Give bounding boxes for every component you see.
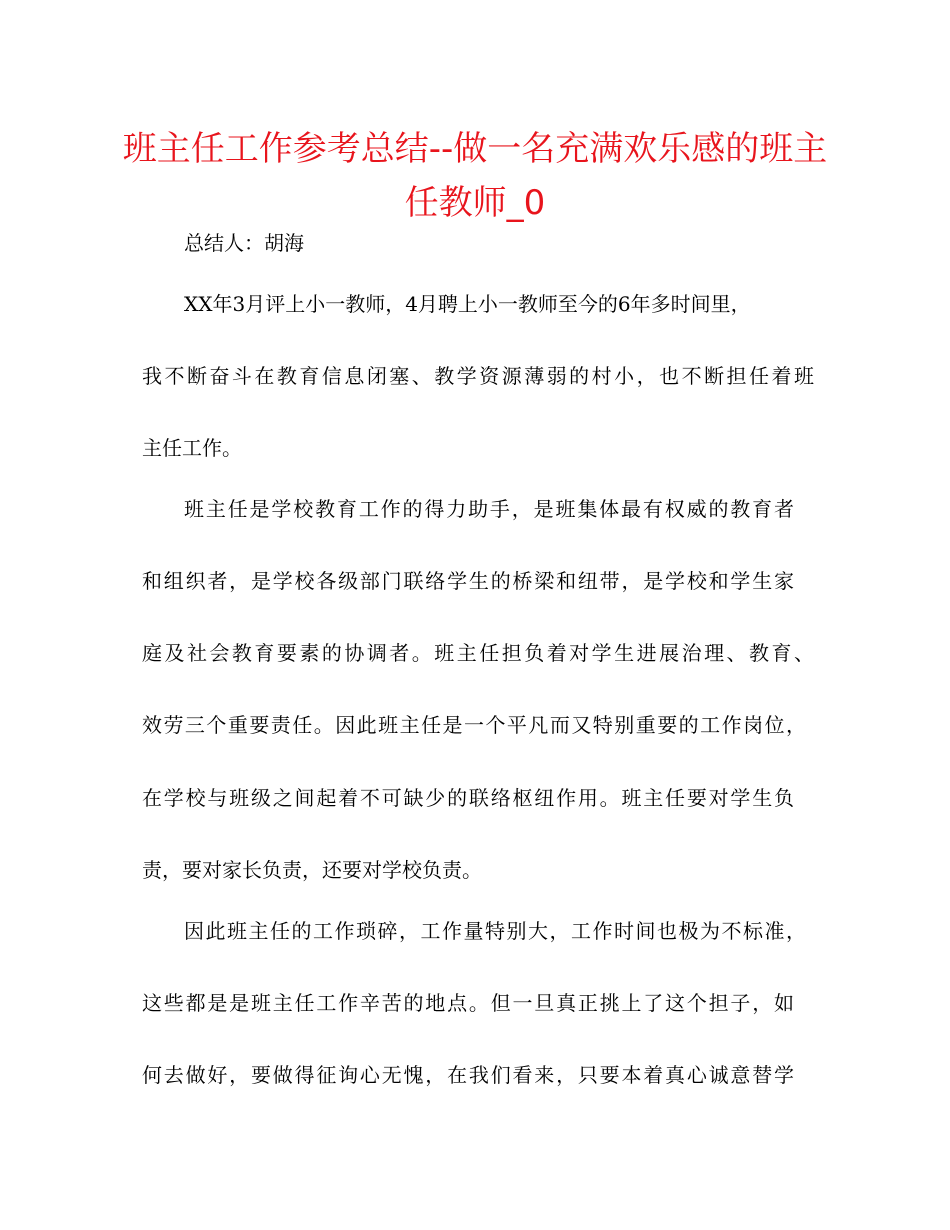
- text-line: 在学校与班级之间起着不可缺少的联络枢纽作用。班主任要对学生负: [142, 786, 794, 810]
- text-line: 责，要对家长负责，还要对学校负责。: [142, 858, 482, 882]
- text-line: 我不断奋斗在教育信息闭塞、教学资源薄弱的村小，也不断担任着班: [142, 364, 814, 388]
- text-line: 这些都是是班主任工作辛苦的地点。但一旦真正挑上了这个担子，如: [142, 991, 794, 1015]
- text-line: 主任工作。: [142, 436, 242, 460]
- text-line: 何去做好，要做得征询心无愧，在我们看来，只要本着真心诚意替学: [142, 1063, 794, 1087]
- text-line: XX年3月评上小一教师，4月聘上小一教师至今的6年多时间里，: [184, 292, 751, 316]
- text-line: 庭及社会教育要素的协调者。班主任担负着对学生进展治理、教育、: [142, 641, 814, 665]
- title-line-2: 任教师_0: [404, 183, 546, 223]
- title-line-1: 班主任工作参考总结--做一名充满欢乐感的班主: [122, 129, 828, 169]
- text-line: 因此班主任的工作琐碎，工作量特别大，工作时间也极为不标准，: [184, 919, 806, 943]
- text-line: 和组织者，是学校各级部门联络学生的桥梁和纽带，是学校和学生家: [142, 569, 794, 593]
- text-line: 效劳三个重要责任。因此班主任是一个平凡而又特别重要的工作岗位，: [142, 713, 806, 737]
- text-line: 班主任是学校教育工作的得力助手，是班集体最有权威的教育者: [184, 497, 794, 521]
- document-title: [120, 122, 830, 230]
- author-line: 总结人：胡海: [184, 231, 304, 255]
